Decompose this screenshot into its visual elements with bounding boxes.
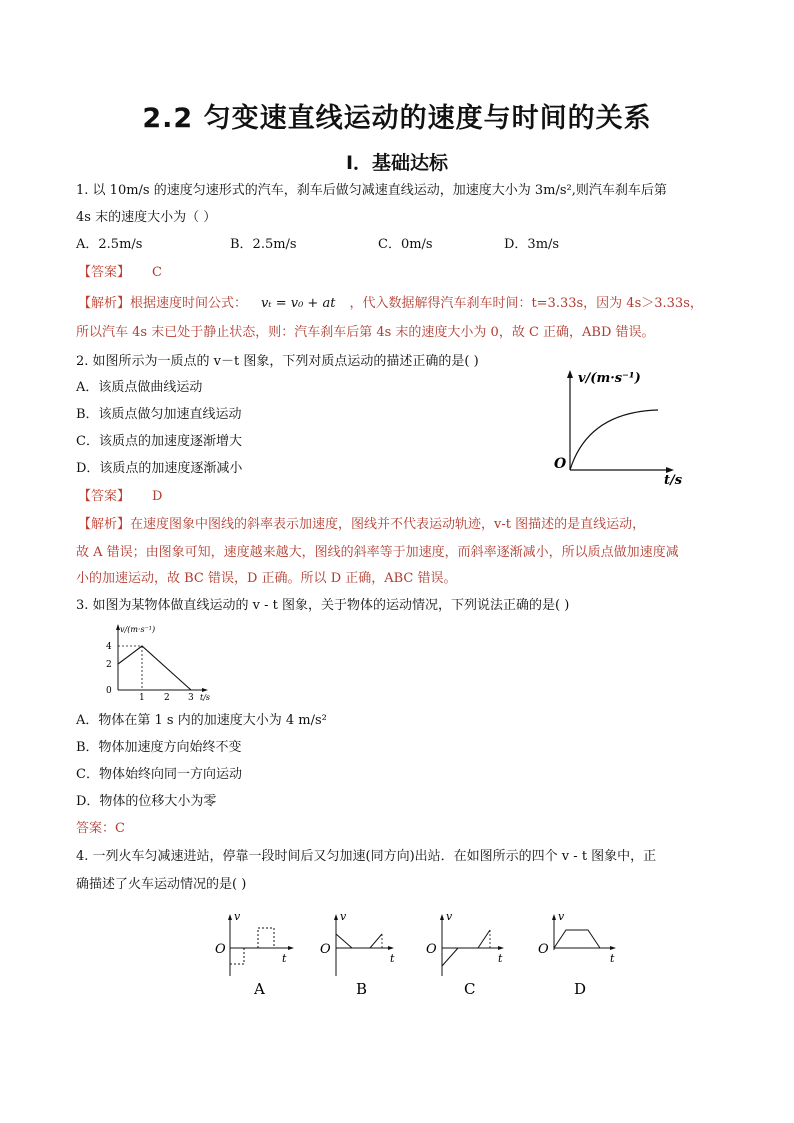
q2-analysis-line2: 故 A 错误；由图象可知，速度越来越大，图线的斜率等于加速度，而斜率逐渐减小，所以质点做加速度减 bbox=[76, 545, 679, 560]
q1-stem-line1: 1. 以 10m/s 的速度匀速形式的汽车，刹车后做匀减速直线运动，加速度大小为 3m/s²,则汽车刹车后第 bbox=[76, 183, 667, 198]
q2-option-b: B．该质点做匀加速直线运动 bbox=[76, 407, 242, 422]
q4c-label: C bbox=[464, 980, 476, 998]
q4b-v-arrow bbox=[334, 914, 338, 920]
q3-x-arrow bbox=[202, 688, 208, 692]
q4d-v-arrow bbox=[552, 914, 556, 920]
q4a-dash-neg bbox=[230, 948, 244, 964]
q1-analysis-line1 bbox=[78, 295, 703, 313]
q1-answer bbox=[78, 264, 162, 282]
q4a-v-arrow bbox=[228, 914, 232, 920]
q4-graph-a bbox=[210, 908, 300, 1006]
q4d-origin: O bbox=[538, 942, 549, 957]
q2-analysis-line3: 小的加速运动，故 BC 错误，D 正确。所以 D 正确，ABC 错误。 bbox=[76, 571, 457, 586]
q4a-origin: O bbox=[215, 942, 226, 957]
q4-stem-line2: 确描述了火车运动情况的是( ) bbox=[76, 877, 247, 892]
q4a-dash-pos bbox=[258, 928, 274, 948]
q3-graph-line bbox=[118, 646, 191, 690]
q3-stem: 3. 如图为某物体做直线运动的 v - t 图象，关于物体的运动情况，下列说法正确的是( ) bbox=[76, 598, 570, 613]
q2-stem: 2. 如图所示为一质点的 v－t 图象，下列对质点运动的描述正确的是( ) bbox=[76, 354, 479, 369]
q1-analysis-text: 根据速度时间公式： bbox=[130, 296, 248, 311]
q3-y-tick-0: 0 bbox=[106, 686, 112, 696]
q4a-v-label: v bbox=[234, 910, 241, 923]
q4c-origin: O bbox=[426, 942, 437, 957]
q4a-t-label: t bbox=[282, 952, 287, 965]
q4c-t-arrow bbox=[498, 946, 504, 950]
q4d-v-label: v bbox=[558, 910, 565, 923]
q4c-neg bbox=[442, 948, 458, 966]
q2-answer-tag: 【答案】 bbox=[78, 489, 131, 504]
q4b-accel bbox=[370, 934, 382, 948]
q2-option-a: A．该质点做曲线运动 bbox=[76, 380, 203, 395]
q2-vt-graph bbox=[548, 362, 698, 486]
q1-analysis-line2: 所以汽车 4s 末已处于静止状态，则：汽车刹车后第 4s 末的速度大小为 0，故 C 正确，ABD 错误。 bbox=[76, 325, 655, 340]
q4b-t-arrow bbox=[388, 946, 394, 950]
page-title: 2.2 匀变速直线运动的速度与时间的关系 bbox=[142, 103, 652, 134]
q4b-label: B bbox=[356, 980, 368, 998]
q4-stem-line1: 4. 一列火车匀减速进站，停靠一段时间后又匀加速(同方向)出站．在如图所示的四个 v - t 图象中，正 bbox=[76, 849, 657, 864]
q1-answer-value: C bbox=[152, 265, 162, 280]
q1-option-c: C．0m/s bbox=[378, 237, 433, 252]
q3-y-tick-4: 4 bbox=[106, 642, 112, 652]
q3-x-tick-2: 2 bbox=[164, 693, 170, 702]
q1-formula: vₜ = v₀ + at bbox=[261, 296, 336, 311]
q2-y-label: v/(m·s⁻¹) bbox=[578, 371, 641, 386]
q4d-trapezoid bbox=[554, 930, 600, 948]
q1-options bbox=[76, 236, 559, 254]
q4b-decel bbox=[336, 934, 352, 948]
q4-graph-c bbox=[422, 908, 512, 1006]
q4c-v-arrow bbox=[440, 914, 444, 920]
q4c-v-label: v bbox=[446, 910, 453, 923]
q2-answer-value: D bbox=[152, 489, 163, 504]
q3-y-label: v/(m·s⁻¹) bbox=[120, 625, 156, 634]
q3-vt-graph bbox=[100, 620, 220, 702]
q4d-t-label: t bbox=[610, 952, 615, 965]
q2-option-c: C．该质点的加速度逐渐增大 bbox=[76, 434, 242, 449]
q3-x-label: t/s bbox=[200, 693, 211, 702]
q2-x-label: t/s bbox=[664, 473, 683, 486]
q1-option-d: D．3m/s bbox=[504, 237, 560, 252]
q2-origin-label: O bbox=[554, 456, 567, 472]
q1-analysis-tag: 【解析】 bbox=[78, 296, 131, 311]
q1-option-b: B．2.5m/s bbox=[230, 237, 297, 252]
section-heading: Ⅰ．基础达标 bbox=[345, 152, 449, 174]
q4d-label: D bbox=[574, 980, 587, 998]
q3-answer: 答案：C bbox=[76, 821, 125, 836]
q4c-t-label: t bbox=[498, 952, 503, 965]
q1-answer-tag: 【答案】 bbox=[78, 265, 131, 280]
q3-x-tick-1: 1 bbox=[139, 693, 145, 702]
q1-stem-line2: 4s 末的速度大小为（ ） bbox=[76, 210, 217, 225]
q4-graph-b bbox=[316, 908, 406, 1006]
q4c-accel bbox=[478, 930, 490, 948]
q2-analysis-line1 bbox=[78, 516, 645, 534]
q3-option-a: A．物体在第 1 s 内的加速度大小为 4 m/s² bbox=[76, 713, 327, 728]
q2-answer bbox=[78, 488, 162, 506]
q3-option-b: B．物体加速度方向始终不变 bbox=[76, 740, 242, 755]
q4b-t-label: t bbox=[390, 952, 395, 965]
q4-graph-d bbox=[534, 908, 624, 1006]
q4a-label: A bbox=[254, 980, 265, 998]
q3-x-tick-3: 3 bbox=[188, 693, 194, 702]
q2-option-d: D．该质点的加速度逐渐减小 bbox=[76, 461, 243, 476]
q3-option-d: D．物体的位移大小为零 bbox=[76, 794, 217, 809]
q1-analysis-text-b: ，代入数据解得汽车刹车时间：t=3.33s，因为 4s＞3.33s， bbox=[349, 296, 703, 311]
q4d-t-arrow bbox=[610, 946, 616, 950]
q4b-origin: O bbox=[320, 942, 331, 957]
q1-option-a: A．2.5m/s bbox=[76, 237, 143, 252]
q2-analysis-tag: 【解析】 bbox=[78, 517, 131, 532]
q2-analysis-text: 在速度图象中图线的斜率表示加速度，图线并不代表运动轨迹，v-t 图描述的是直线运动， bbox=[130, 517, 646, 532]
q4a-t-arrow bbox=[288, 946, 294, 950]
q3-option-c: C．物体始终向同一方向运动 bbox=[76, 767, 242, 782]
q4b-v-label: v bbox=[340, 910, 347, 923]
q2-y-arrow bbox=[567, 370, 573, 378]
q2-curve bbox=[570, 410, 658, 470]
q3-y-tick-2: 2 bbox=[106, 660, 112, 670]
